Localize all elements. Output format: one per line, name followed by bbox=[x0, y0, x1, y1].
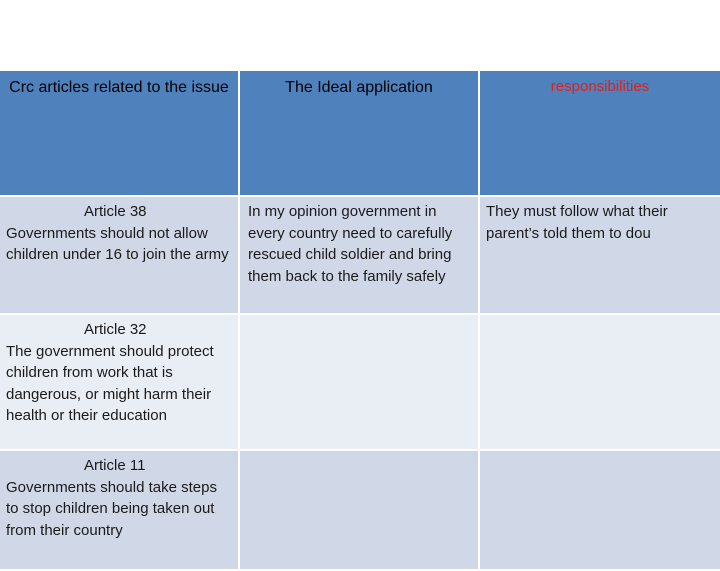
header-ideal-application bbox=[240, 71, 480, 197]
header-responsibilities bbox=[480, 71, 720, 197]
article-title: Article 38 bbox=[84, 203, 147, 220]
article-title: Article 32 bbox=[84, 321, 147, 338]
ideal-application-text: In my opinion government in every country need to carefully rescued child soldier and bring them back to the family safely bbox=[248, 203, 453, 285]
table-row-1-responsibilities-cell bbox=[480, 197, 720, 315]
table-row-2-article-cell bbox=[0, 315, 240, 451]
header-ideal-application-label: The Ideal application bbox=[285, 79, 433, 96]
table-row-2-responsibilities-cell bbox=[480, 315, 720, 451]
article-title: Article 11 bbox=[84, 457, 146, 474]
article-text: The government should protect children from work that is dangerous, or might harm their health or their education bbox=[6, 342, 214, 425]
article-text: Governments should take steps to stop children being taken out from their country bbox=[6, 478, 217, 539]
table-row-1-ideal-cell bbox=[240, 197, 480, 315]
header-crc-articles-label: Crc articles related to the issue bbox=[9, 79, 229, 96]
table-row-3-responsibilities-cell bbox=[480, 451, 720, 571]
header-responsibilities-label: responsibilities bbox=[550, 78, 650, 95]
article-text: Governments should not allow children under 16 to join the army bbox=[6, 224, 229, 264]
table-row-3-article-cell bbox=[0, 451, 240, 571]
crc-table bbox=[0, 71, 720, 571]
table-row-1-article-cell bbox=[0, 197, 240, 315]
header-crc-articles bbox=[0, 71, 240, 197]
table-row-2-ideal-cell bbox=[240, 315, 480, 451]
responsibilities-text: They must follow what their parent’s told them to dou bbox=[486, 203, 668, 242]
table-row-3-ideal-cell bbox=[240, 451, 480, 571]
